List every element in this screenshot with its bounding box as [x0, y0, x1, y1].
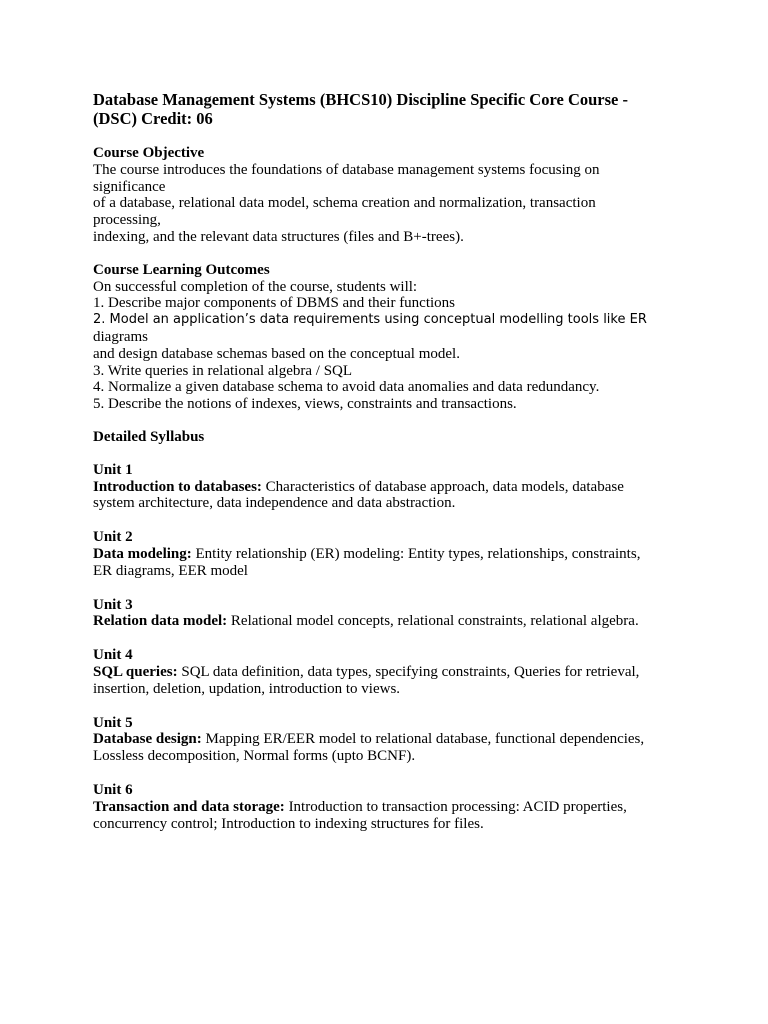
outcome-item-4: 4. Normalize a given database schema to avoid data anomalies and data redundancy.: [93, 379, 600, 396]
learning-outcomes-section: [93, 262, 673, 413]
unit-5: [93, 715, 673, 765]
objective-line: indexing, and the relevant data structures (files and B+-trees).: [93, 228, 464, 245]
unit-label: Unit 6: [93, 781, 133, 798]
course-objective-heading: Course Objective: [93, 145, 205, 161]
unit-description: Entity relationship (ER) modeling: Entity types, relationships, constraints,: [191, 545, 641, 562]
outcome-item-5: 5. Describe the notions of indexes, views, constraints and transactions.: [93, 396, 517, 413]
unit-label: Unit 5: [93, 714, 133, 731]
unit-6: [93, 782, 673, 832]
unit-topic: Database design:: [93, 731, 202, 748]
unit-1: [93, 462, 673, 512]
outcome-item-2-cont: diagrams: [93, 328, 148, 345]
document-page: [93, 90, 673, 849]
unit-topic: Transaction and data storage:: [93, 798, 285, 815]
unit-4: [93, 647, 673, 697]
unit-topic: Introduction to databases:: [93, 478, 262, 495]
outcome-item-3: 3. Write queries in relational algebra / SQL: [93, 362, 353, 379]
objective-line: significance: [93, 178, 166, 195]
unit-label: Unit 4: [93, 647, 133, 664]
unit-description-cont: concurrency control; Introduction to indexing structures for files.: [93, 815, 484, 832]
unit-topic: Relation data model:: [93, 613, 228, 630]
learning-outcomes-heading: Course Learning Outcomes: [93, 261, 270, 278]
outcome-item-2: 2. Model an application’s data requirements using conceptual modelling tools like ER: [93, 312, 647, 328]
objective-line: processing,: [93, 212, 161, 229]
unit-description-cont: insertion, deletion, updation, introduction to views.: [93, 680, 401, 697]
title-line-1: Database Management Systems (BHCS10) Discipline Specific Core Course -: [93, 90, 628, 109]
unit-description: SQL data definition, data types, specifying constraints, Queries for retrieval,: [177, 663, 640, 680]
detailed-syllabus-section: [93, 429, 673, 446]
outcome-item-2-cont: and design database schemas based on the conceptual model.: [93, 345, 460, 362]
unit-3: [93, 597, 673, 631]
outcomes-intro: On successful completion of the course, students will:: [93, 278, 418, 295]
document-title: [93, 90, 673, 128]
unit-description: Relational model concepts, relational constraints, relational algebra.: [227, 613, 639, 630]
objective-line: The course introduces the foundations of database management systems focusing on: [93, 161, 600, 178]
title-line-2: (DSC) Credit: 06: [93, 109, 213, 128]
objective-line: of a database, relational data model, schema creation and normalization, transaction: [93, 195, 596, 212]
unit-description: Characteristics of database approach, data models, database: [261, 478, 624, 495]
unit-label: Unit 2: [93, 529, 133, 546]
detailed-syllabus-heading: Detailed Syllabus: [93, 428, 205, 445]
course-objective-section: [93, 145, 673, 246]
unit-description: Mapping ER/EER model to relational database, functional dependencies,: [201, 731, 645, 748]
unit-description-cont: system architecture, data independence and data abstraction.: [93, 495, 456, 512]
unit-description-cont: Lossless decomposition, Normal forms (upto BCNF).: [93, 748, 416, 765]
unit-topic: Data modeling:: [93, 545, 192, 562]
unit-label: Unit 3: [93, 596, 133, 613]
unit-description-cont: ER diagrams, EER model: [93, 562, 248, 579]
outcome-item-1: 1. Describe major components of DBMS and their functions: [93, 295, 456, 312]
unit-description: Introduction to transaction processing: ACID properties,: [284, 798, 627, 815]
unit-2: [93, 529, 673, 579]
unit-label: Unit 1: [93, 461, 133, 478]
unit-topic: SQL queries:: [93, 663, 178, 680]
